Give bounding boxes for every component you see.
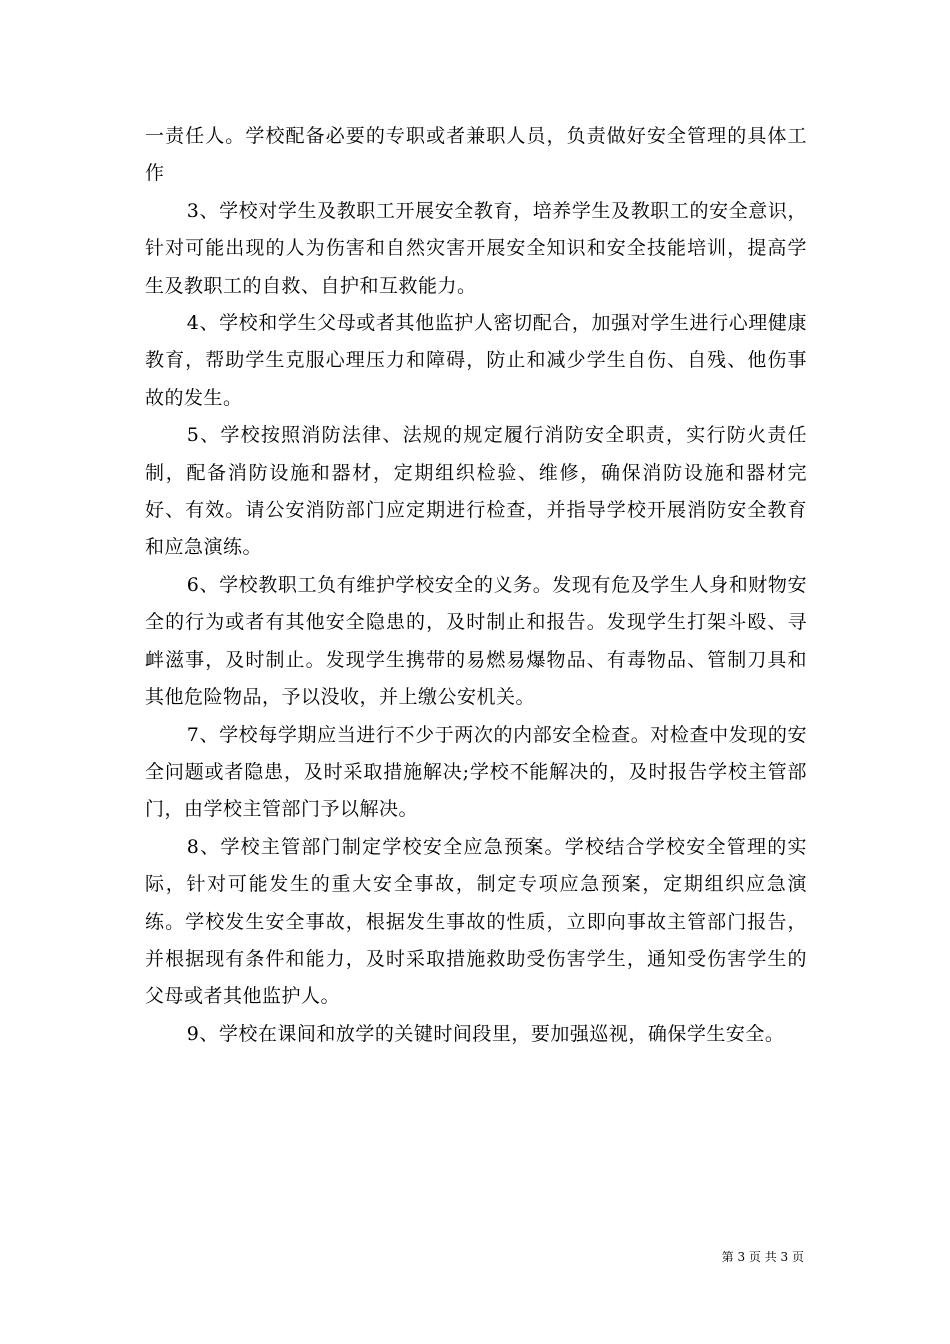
paragraph-item-6: 6、学校教职工负有维护学校安全的义务。发现有危及学生人身和财物安全的行为或者有其他安全隐患的，及时制止和报告。发现学生打架斗殴、寻衅滋事，及时制止。发现学生携带的易燃易爆物品、有毒物品、管制刀具和其他危险物品，予以没收，并上缴公安机关。 (145, 573, 807, 709)
paragraph-item-7: 7、学校每学期应当进行不少于两次的内部安全检查。对检查中发现的安全问题或者隐患，及时采取措施解决;学校不能解决的，及时报告学校主管部门，由学校主管部门予以解决。 (145, 723, 807, 821)
paragraph-item-5: 5、学校按照消防法律、法规的规定履行消防安全职责，实行防火责任制，配备消防设施和器材，定期组织检验、维修，确保消防设施和器材完好、有效。请公安消防部门应定期进行检查，并指导学校开展消防安全教育和应急演练。 (145, 424, 807, 559)
page-number-footer: 第 3 页 共 3 页 (721, 1250, 804, 1264)
paragraph-item-8: 8、学校主管部门制定学校安全应急预案。学校结合学校安全管理的实际，针对可能发生的重大安全事故，制定专项应急预案，定期组织应急演练。学校发生安全事故，根据发生事故的性质，立即向事故主管部门报告，并根据现有条件和能力，及时采取措施救助受伤害学生，通知受伤害学生的父母或者其他监护人。 (145, 835, 807, 1008)
paragraph-item-4: 4、学校和学生父母或者其他监护人密切配合，加强对学生进行心理健康教育，帮助学生克服心理压力和障碍，防止和减少学生自伤、自残、他伤事故的发生。 (145, 312, 807, 409)
paragraph-continuation: 一责任人。学校配备必要的专职或者兼职人员，负责做好安全管理的具体工作 (145, 125, 807, 185)
paragraph-item-3: 3、学校对学生及教职工开展安全教育，培养学生及教职工的安全意识，针对可能出现的人为伤害和自然灾害开展安全知识和安全技能培训，提高学生及教职工的自救、自护和互救能力。 (145, 199, 807, 297)
document-body (145, 118, 807, 1053)
paragraph-item-9: 9、学校在课间和放学的关键时间段里，要加强巡视，确保学生安全。 (186, 1022, 785, 1045)
